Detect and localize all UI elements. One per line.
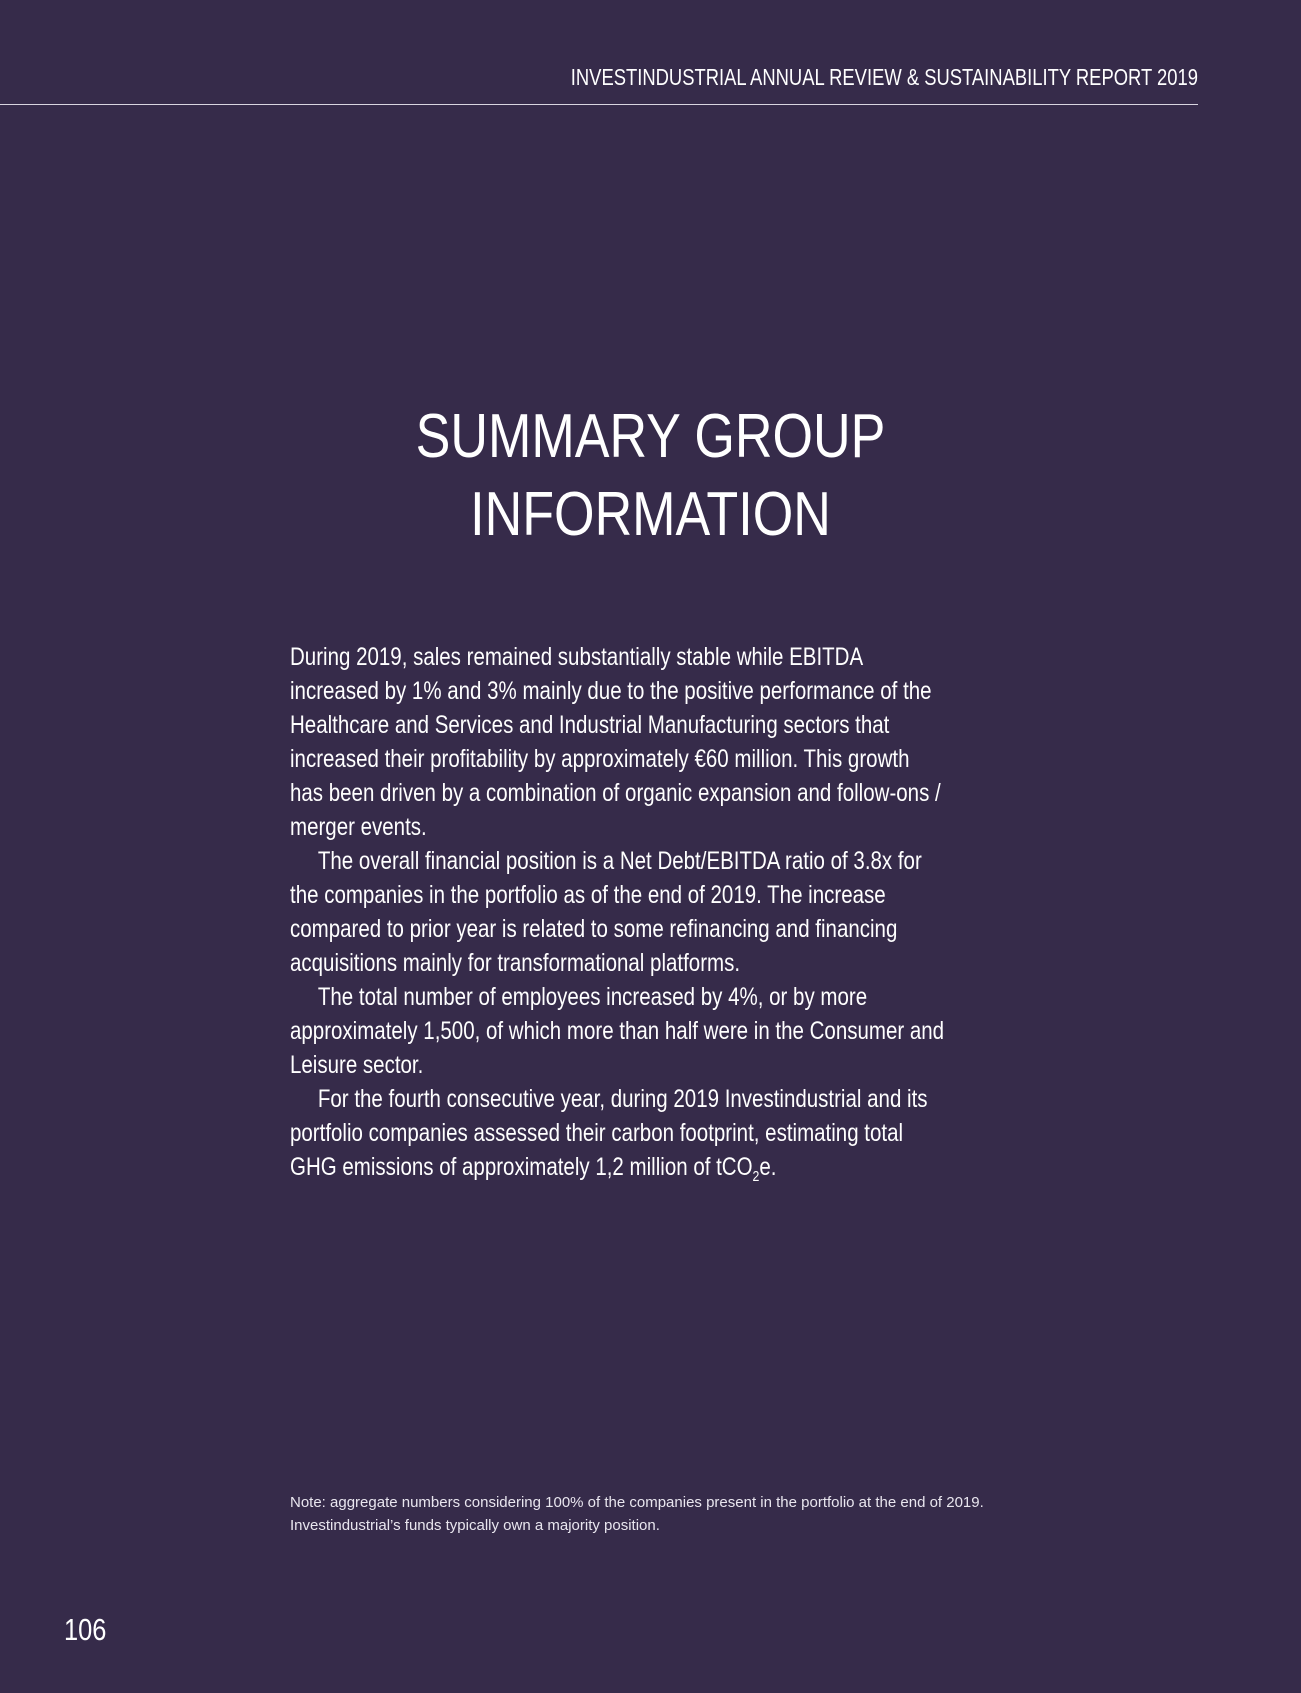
co2-subscript: 2	[752, 1168, 760, 1185]
carbon-text-end: e.	[759, 1153, 777, 1181]
page-title	[0, 398, 1301, 554]
carbon-text: For the fourth consecutive year, during 2019 Investindustrial and its portfolio companies assessed their carbon footprint, estimating total GHG emissions of approximately 1,2 million of tCO	[290, 1085, 928, 1181]
paragraph-carbon-footprint	[290, 1082, 946, 1184]
paragraph-financial-position: The overall financial position is a Net Debt/EBITDA ratio of 3.8x for the companies in the portfolio as of the end of 2019. The increase compared to prior year is related to some refinancing and financing acquisitions mainly for transformational platforms.	[290, 847, 922, 977]
running-header-title: INVESTINDUSTRIAL ANNUAL REVIEW & SUSTAINABILITY REPORT 2019	[570, 64, 1198, 90]
page-title-line-2: INFORMATION	[470, 480, 831, 549]
footnote: Note: aggregate numbers considering 100% of the companies present in the portfolio at the end of 2019. Investindustrial’s funds typically own a majority position.	[290, 1494, 984, 1534]
paragraph-employees: The total number of employees increased by 4%, or by more approximately 1,500, of which more than half were in the Consumer and Leisure sector.	[290, 983, 945, 1079]
page-number: 106	[64, 1612, 107, 1647]
body-text	[290, 640, 946, 1184]
running-header	[0, 0, 1198, 105]
page-title-line-1: SUMMARY GROUP	[415, 402, 886, 471]
paragraph-sales: During 2019, sales remained substantially stable while EBITDA increased by 1% and 3% mainly due to the positive performance of the Healthcare and Services and Industrial Manufacturing sectors that increased their profitability by approximately €60 million. This growth has been driven by a combination of organic expansion and follow-ons / merger events.	[290, 643, 941, 841]
